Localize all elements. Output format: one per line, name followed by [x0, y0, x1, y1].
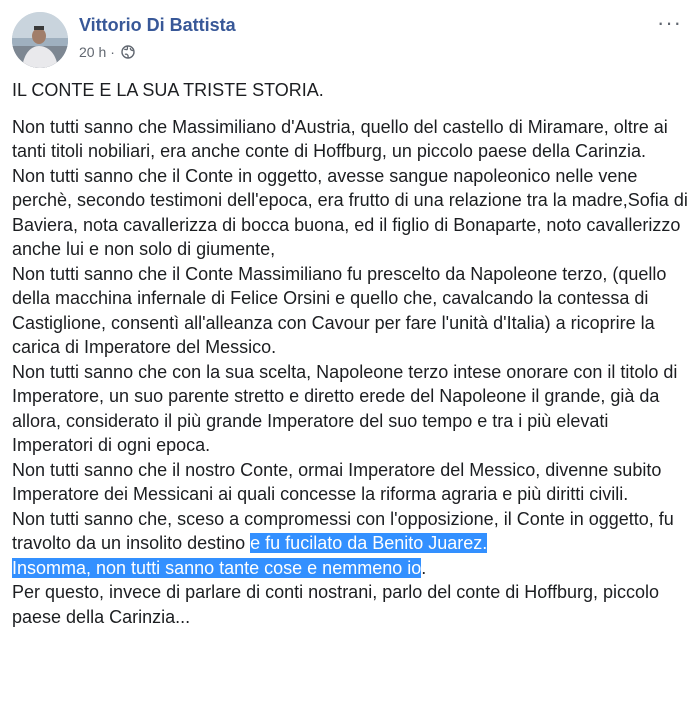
author-name[interactable]: Vittorio Di Battista	[79, 15, 236, 35]
author-avatar[interactable]	[12, 12, 68, 68]
selected-text[interactable]: Insomma, non tutti sanno tante cose e nemmeno io	[12, 557, 422, 578]
post-header	[12, 12, 688, 68]
paragraph: Non tutti sanno che il nostro Conte, ormai Imperatore del Messico, divenne subito Imperatore dei Messicani ai quali concesse la riforma agraria e più diritti civili.	[12, 459, 662, 504]
globe-icon[interactable]	[121, 45, 135, 59]
paragraph-text: .	[421, 557, 427, 578]
post-timestamp[interactable]: 20 h	[79, 44, 107, 60]
paragraph: Non tutti sanno che Massimiliano d'Austria, quello del castello di Miramare, oltre ai tanti titoli nobiliari, era anche conte di Hoffburg, un piccolo paese della Carinzia.	[12, 116, 668, 161]
avatar-photo-icon	[12, 12, 68, 68]
post-body	[12, 78, 688, 629]
paragraph: Non tutti sanno che il Conte in oggetto, avesse sangue napoleonico nelle vene perchè, secondo testimoni dell'epoca, era frutto di una relazione tra la madre,Sofia di Baviera, nota cavallerizza di bocca buona, ed il figlio di Bonaparte, noto cavallerizzo anche lui e non solo di giumente,	[12, 165, 688, 259]
selected-text[interactable]: e fu fucilato da Benito Juarez.	[250, 533, 488, 553]
more-options-icon[interactable]: ···	[657, 10, 682, 35]
post-title: IL CONTE E LA SUA TRISTE STORIA.	[12, 80, 324, 100]
paragraph: Non tutti sanno che il Conte Massimiliano fu prescelto da Napoleone terzo, (quello della macchina infernale di Felice Orsini e quello che, cavalcando la contessa di Castiglione, consentì all'alleanza con Cavour per fare l'unità d'Italia) a ricoprire la carica di Imperatore del Messico.	[12, 263, 667, 357]
paragraph: Non tutti sanno che con la sua scelta, Napoleone terzo intese onorare con il titolo di Imperatore, un suo parente stretto e diretto erede del Napoleone il grande, già da allora, considerato il più grande Imperatore del suo tempo e tra i più elevati Imperatori di ogni epoca.	[12, 361, 678, 455]
paragraph-text: Non tutti sanno che, sceso a compromessi con l'opposizione, il Conte in oggetto, fu travolto da un insolito destino	[12, 508, 674, 553]
post-meta	[79, 44, 135, 60]
meta-separator: ·	[110, 44, 115, 60]
paragraph	[12, 556, 688, 581]
paragraph: Per questo, invece di parlare di conti nostrani, parlo del conte di Hoffburg, piccolo paese della Carinzia...	[12, 582, 660, 627]
post-text	[12, 115, 688, 630]
paragraph	[12, 507, 688, 556]
